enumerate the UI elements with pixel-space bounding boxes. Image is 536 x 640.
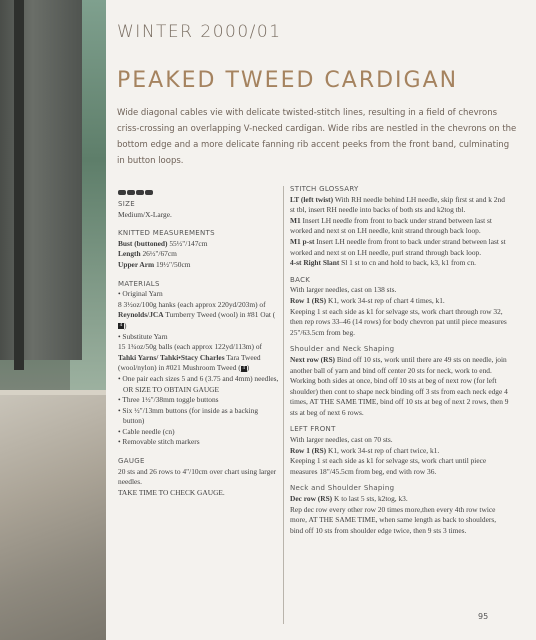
photo-column	[0, 0, 82, 360]
glossary-m1: M1 Insert LH needle from front to back under strand between last st worked and next st on LH needle, knit strand through back loop.	[290, 215, 492, 236]
material-needles: • One pair each sizes 5 and 6 (3.75 and 4mm) needles, OR SIZE TO OBTAIN GAUGE	[118, 373, 279, 394]
material-cable-needle: • Cable needle (cn)	[118, 426, 175, 436]
shoulder-step-2: Working both sides at once, bind off 10 sts at beg of next row (for left shoulder) then cont to shape neck binding off 3 sts from each neck edge 4 times, AT THE SAME TIME, bind off 10 sts at beg of next 2 rows, then 9 sts at beg of next 6 rows.	[290, 376, 509, 417]
photo-stone	[0, 395, 106, 640]
yarn-weight-icon: 4	[119, 323, 123, 329]
back-step-1: With larger needles, cast on 138 sts.	[290, 285, 397, 295]
neck-heading: Neck and Shoulder Shaping	[290, 484, 395, 493]
intro-paragraph: Wide diagonal cables vie with delicate twisted-stitch lines, resulting in a field of chevrons criss-crossing an overlapping V-necked cardigan. Wide ribs are nestled in the chevrons on the bottom edge and a more delicate fanning rib accent peeks from the front band, culminating in button loops.	[117, 108, 517, 166]
material-yarn-2: 15 1¾oz/50g balls (each approx 122yd/113m) of Tahki Yarns/ Tahki•Stacy Charles Tara Tweed (wool/nylon) in #021 Mushroom Tweed ( 4 )	[118, 342, 263, 373]
material-buttons: • Six ½"/13mm buttons (for inside as a backing button)	[118, 405, 259, 426]
left-front-step-2: Row 1 (RS) K1, work 34-st rep of chart twice, k1.	[290, 445, 440, 455]
length-line: Length 26½"/67cm	[118, 249, 177, 259]
glossary-heading: STITCH GLOSSARY	[290, 185, 359, 193]
yarn-weight-icon: 4	[242, 365, 245, 371]
size-value: Medium/X-Large.	[118, 209, 172, 219]
bust-line: Bust (buttoned) 55½"/147cm	[118, 238, 208, 248]
page-title: PEAKED TWEED CARDIGAN	[117, 68, 459, 93]
left-front-heading: LEFT FRONT	[290, 425, 336, 434]
column-divider	[283, 186, 284, 624]
material-markers: • Removable stitch markers	[118, 437, 200, 447]
gauge-text: 20 sts and 26 rows to 4"/10cm over chart using larger needles.	[118, 466, 277, 487]
skill-level-icon	[118, 190, 280, 195]
left-column	[118, 190, 280, 498]
arm-line: Upper Arm 19½"/50cm	[118, 259, 191, 269]
photo-trim	[14, 0, 24, 370]
materials-heading: MATERIALS	[118, 279, 160, 288]
shoulder-step-1: Next row (RS) Bind off 10 sts, work until there are 49 sts on needle, join another ball of yarn and bind off center 20 sts for neck, work to end.	[290, 354, 507, 375]
cover-photo	[0, 0, 106, 640]
gauge-check: TAKE TIME TO CHECK GAUGE.	[118, 487, 225, 497]
shoulder-heading: Shoulder and Neck Shaping	[290, 345, 395, 354]
right-column	[290, 184, 510, 536]
left-front-step-1: With larger needles, cast on 70 sts.	[290, 435, 393, 445]
gauge-heading: GAUGE	[118, 457, 145, 466]
neck-step-2: Rep dec row every other row 20 times more,then every 4th row twice more, AT THE SAME TIME, when same length as back to shoulders, bind off 10 sts from shoulder edge twice, then 9 sts 3 times.	[290, 504, 497, 535]
back-heading: BACK	[290, 275, 311, 284]
glossary-lt: LT (left twist) With RH needle behind LH needle, skip first st and k 2nd st tbl, insert RH needle into backs of both sts and k2tog tbl.	[290, 194, 505, 215]
season-heading: WINTER 2000/01	[117, 22, 282, 42]
material-substitute: • Substitute Yarn	[118, 331, 168, 341]
glossary-4st: 4-st Right Slant Sl 1 st to cn and hold to back, k3, k1 from cn.	[290, 258, 476, 268]
page-number: 95	[478, 612, 489, 621]
back-step-3: Keeping 1 st each side as k1 for selvage sts, work chart through row 32, then rep rows 33–46 (14 rows) for body chevron pat until piece measures 25"/63.5cm from beg.	[290, 306, 507, 337]
glossary-m1p: M1 p-st Insert LH needle from front to back under strand between last st worked and next st on LH needle, purl strand through back loop.	[290, 236, 506, 257]
size-heading: SIZE	[118, 200, 135, 208]
left-front-step-3: Keeping 1 st each side as k1 for selvage sts, work chart until piece measures 18"/45.5cm from beg, end with row 36.	[290, 456, 487, 476]
measurements-heading: KNITTED MEASUREMENTS	[118, 229, 215, 238]
neck-step-1: Dec row (RS) K to last 5 sts, k2tog, k3.	[290, 494, 408, 504]
material-toggles: • Three 1½"/38mm toggle buttons	[118, 395, 219, 405]
material-yarn-1: 8 3½oz/100g hanks (each approx 220yd/203m) of Reynolds/JCA Turnberry Tweed (wool) in #81 Oat (4 )	[118, 299, 276, 330]
back-step-2: Row 1 (RS) K1, work 34-st rep of chart 4 times, k1.	[290, 295, 445, 305]
material-original: • Original Yarn	[118, 289, 163, 299]
